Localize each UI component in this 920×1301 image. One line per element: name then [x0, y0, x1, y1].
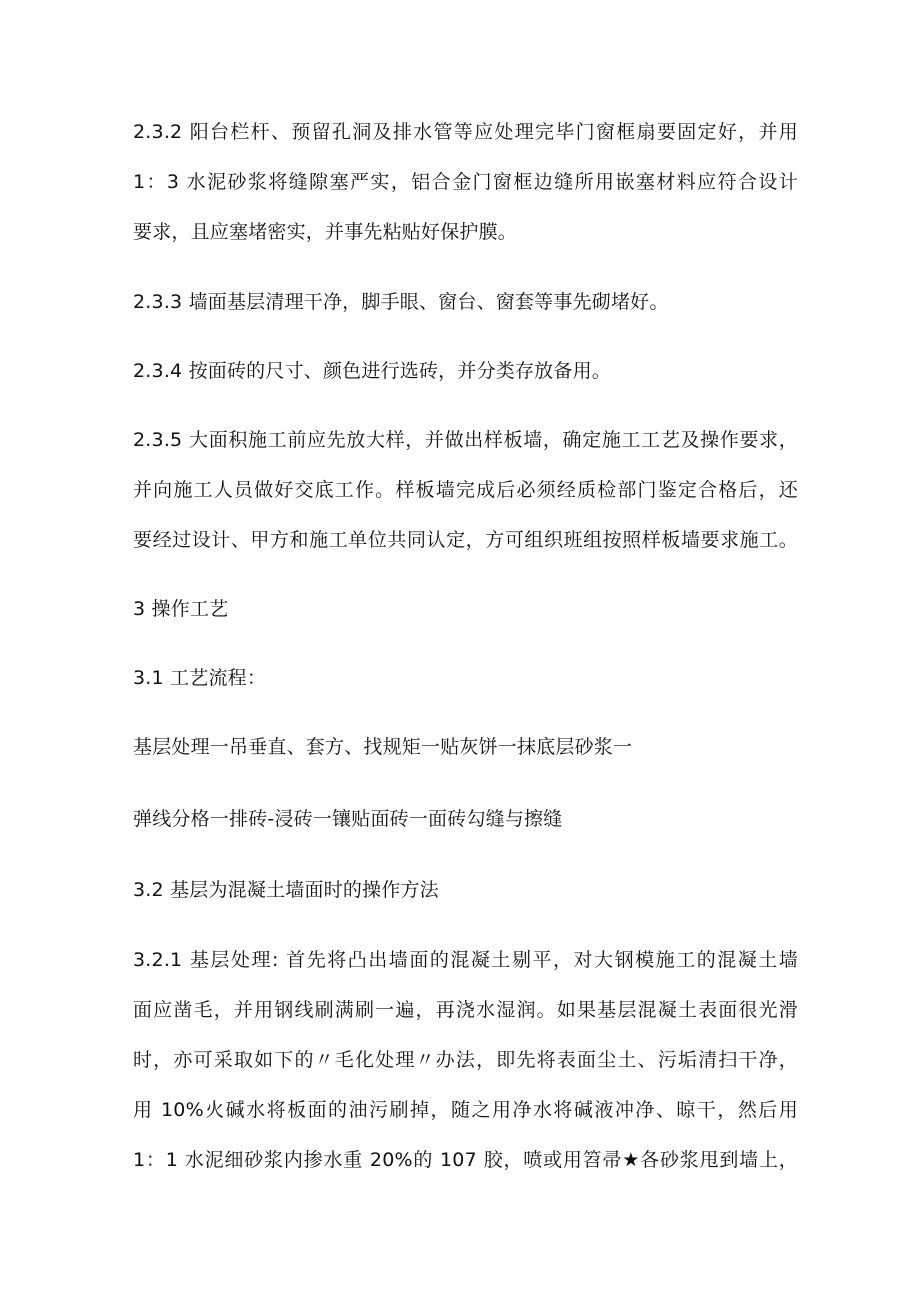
text-line: 1：1 水泥细砂浆内掺水重 20%的 107 胶，喷或用笤帚★各砂浆甩到墙上，: [133, 1149, 798, 1171]
text-line: 要求，且应塞堵密实，并事先粘贴好保护膜。: [133, 221, 518, 243]
text-line: 3.2.1 基层处理: 首先将凸出墙面的混凝土剔平，对大钢模施工的混凝土墙: [133, 949, 798, 971]
process-flow-line-2: [133, 794, 798, 844]
text-line: 2.3.5 大面积施工前应先放大样，并做出样板墙，确定施工工艺及操作要求，: [133, 429, 798, 451]
section-heading-3-1: [133, 653, 798, 703]
paragraph-2-3-2: [133, 107, 798, 257]
paragraph-2-3-4: [133, 346, 798, 396]
text-line: 面应凿毛，并用钢线刷满刷一遍，再浇水湿润。如果基层混凝土表面很光滑: [133, 999, 798, 1021]
paragraph-2-3-5: [133, 415, 798, 565]
paragraph-3-2-1: [133, 935, 798, 1185]
text-line: 并向施工人员做好交底工作。样板墙完成后必须经质检部门鉴定合格后，还: [133, 479, 798, 501]
text-line: 3.2 基层为混凝土墙面时的操作方法: [133, 879, 439, 901]
text-line: 3.1 工艺流程：: [133, 667, 267, 689]
text-line: 2.3.4 按面砖的尺寸、颜色进行选砖，并分类存放备用。: [133, 360, 611, 382]
text-line: 基层处理一吊垂直、套方、找规矩一贴灰饼一抹底层砂浆一: [133, 736, 633, 758]
text-line: 用 10%火碱水将板面的油污刷掉，随之用净水将碱液冲净、晾干，然后用: [133, 1099, 798, 1121]
section-heading-3: [133, 584, 798, 634]
text-line: 2.3.2 阳台栏杆、预留孔洞及排水管等应处理完毕门窗框扇要固定好，并用: [133, 121, 798, 143]
text-line: 要经过设计、甲方和施工单位共同认定，方可组织班组按照样板墙要求施工。: [133, 529, 798, 551]
text-line: 3 操作工艺: [133, 598, 229, 620]
paragraph-2-3-3: [133, 277, 798, 327]
text-line: 弹线分格一排砖-浸砖一镶贴面砖一面砖勾缝与擦缝: [133, 808, 563, 830]
text-line: 2.3.3 墙面基层清理干净，脚手眼、窗台、窗套等事先砌堵好。: [133, 291, 669, 313]
text-line: 时，亦可采取如下的〃毛化处理〃办法，即先将表面尘土、污垢清扫干净，: [133, 1049, 798, 1071]
process-flow-line-1: [133, 722, 798, 772]
text-line: 1：3 水泥砂浆将缝隙塞严实，铝合金门窗框边缝所用嵌塞材料应符合设计: [133, 171, 798, 193]
section-heading-3-2: [133, 865, 798, 915]
